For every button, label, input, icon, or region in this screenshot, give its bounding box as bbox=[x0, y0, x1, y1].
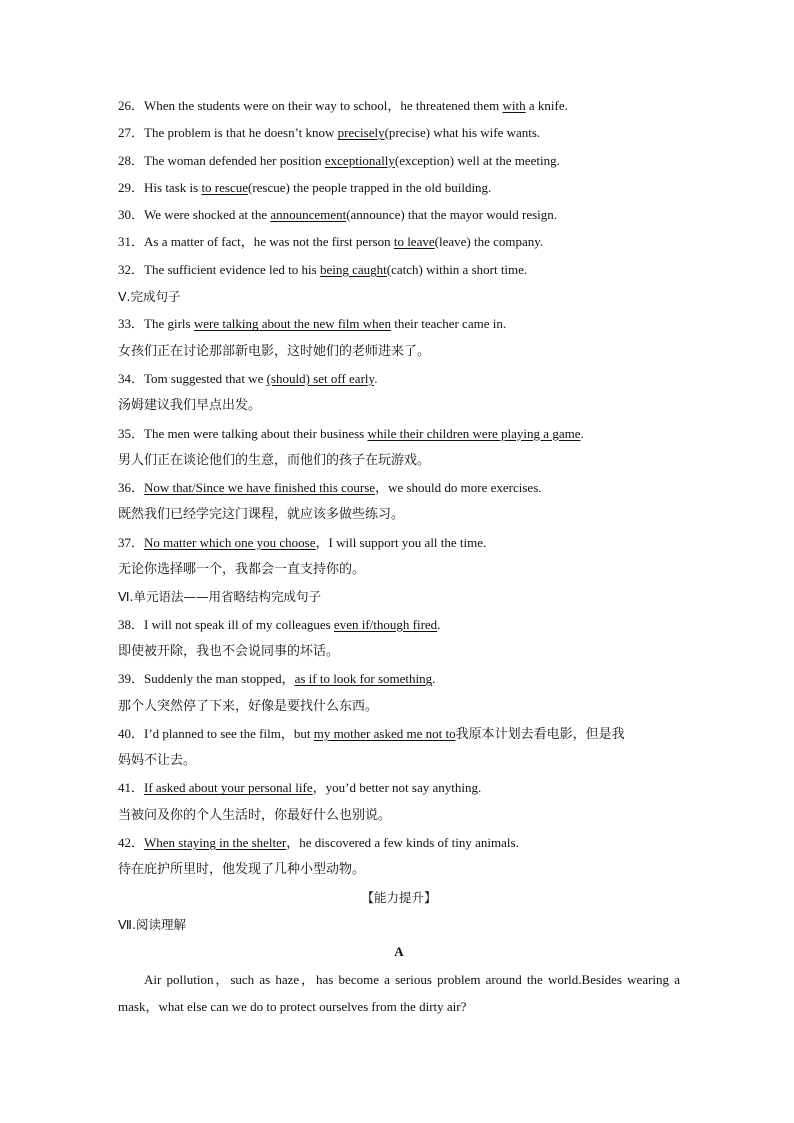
question-40: 40．I’d planned to see the film，but my mother asked me not to我原本计划去看电影，但是我 bbox=[118, 725, 625, 742]
question-29: 29．His task is to rescue(rescue) the people trapped in the old building. bbox=[118, 179, 492, 195]
question-34: 34．Tom suggested that we (should) set off early. bbox=[118, 370, 378, 386]
translation-36: 既然我们已经学完这门课程，就应该多做些练习。 bbox=[118, 507, 405, 523]
answer: When staying in the shelter bbox=[144, 835, 287, 851]
answer: announcement bbox=[270, 207, 347, 223]
translation-39: 那个人突然停了下来，好像是要找什么东西。 bbox=[118, 698, 379, 714]
passage-paragraph: Air pollution，such as haze，has become a serious problem around the world.Besides wearing a mask，what else can we do to protect ourselves from the dirty air? bbox=[118, 971, 680, 1014]
question-42: 42．When staying in the shelter，he discovered a few kinds of tiny animals. bbox=[118, 835, 519, 851]
worksheet-page bbox=[118, 92, 680, 1020]
answer: with bbox=[502, 98, 526, 113]
translation-40: 妈妈不让去。 bbox=[118, 753, 197, 769]
question-41: 41．If asked about your personal life，you’d better not say anything. bbox=[118, 780, 482, 796]
translation-33: 女孩们正在讨论那部新电影，这时她们的老师进来了。 bbox=[118, 343, 431, 359]
answer: exceptionally bbox=[324, 152, 395, 168]
translation-42: 待在庇护所里时，他发现了几种小型动物。 bbox=[118, 862, 366, 878]
translation-34: 汤姆建议我们早点出发。 bbox=[118, 398, 262, 414]
question-30: 30．We were shocked at the announcement(announce) that the mayor would resign. bbox=[118, 207, 558, 223]
question-28: 28．The woman defended her position exceptionally(exception) well at the meeting. bbox=[118, 152, 560, 168]
answer: (should) set off early bbox=[266, 370, 375, 386]
answer: No matter which one you choose bbox=[144, 534, 316, 550]
question-38: 38．I will not speak ill of my colleagues even if/though fired. bbox=[118, 616, 441, 632]
question-31: 31．As a matter of fact，he was not the first person to leave(leave) the company. bbox=[118, 234, 544, 250]
answer: my mother asked me not to bbox=[313, 725, 456, 741]
answer: as if to look for something bbox=[294, 671, 433, 687]
translation-41: 当被问及你的个人生活时，你最好什么也别说。 bbox=[118, 807, 392, 823]
question-33: 33．The girls were talking about the new film when their teacher came in. bbox=[118, 316, 507, 332]
answer: to rescue bbox=[201, 179, 248, 195]
question-27: 27．The problem is that he doesn’t know precisely(precise) what his wife wants. bbox=[118, 125, 541, 141]
question-35: 35．The men were talking about their business while their children were playing a game. bbox=[118, 425, 584, 441]
ability-header: 【能力提升】 bbox=[361, 889, 437, 905]
answer: If asked about your personal life bbox=[144, 780, 313, 796]
translation-37: 无论你选择哪一个，我都会一直支持你的。 bbox=[118, 562, 366, 578]
answer: even if/though fired bbox=[333, 616, 438, 632]
answer: being caught bbox=[319, 261, 387, 277]
section-heading-7: Ⅶ.阅读理解 bbox=[118, 916, 186, 932]
answer: were talking about the new film when bbox=[193, 316, 391, 332]
translation-38: 即使被开除，我也不会说同事的坏话。 bbox=[118, 643, 340, 659]
question-37: 37．No matter which one you choose，I will support you all the time. bbox=[118, 534, 487, 550]
answer: to leave bbox=[393, 234, 435, 250]
answer: while their children were playing a game bbox=[367, 425, 581, 441]
passage-label: A bbox=[394, 944, 404, 960]
answer: precisely bbox=[337, 125, 385, 141]
answer: Now that/Since we have finished this course bbox=[144, 480, 376, 496]
question-36: 36．Now that/Since we have finished this course，we should do more exercises. bbox=[118, 480, 542, 496]
question-39: 39．Suddenly the man stopped，as if to look for something. bbox=[118, 671, 436, 687]
question-26: 26．When the students were on their way to school，he threatened them with a knife. bbox=[118, 98, 568, 113]
section-heading-5: Ⅴ.完成句子 bbox=[118, 289, 181, 305]
translation-35: 男人们正在谈论他们的生意，而他们的孩子在玩游戏。 bbox=[118, 452, 431, 468]
section-heading-6: Ⅵ.单元语法——用省略结构完成句子 bbox=[118, 589, 322, 605]
question-32: 32．The sufficient evidence led to his being caught(catch) within a short time. bbox=[118, 261, 528, 277]
